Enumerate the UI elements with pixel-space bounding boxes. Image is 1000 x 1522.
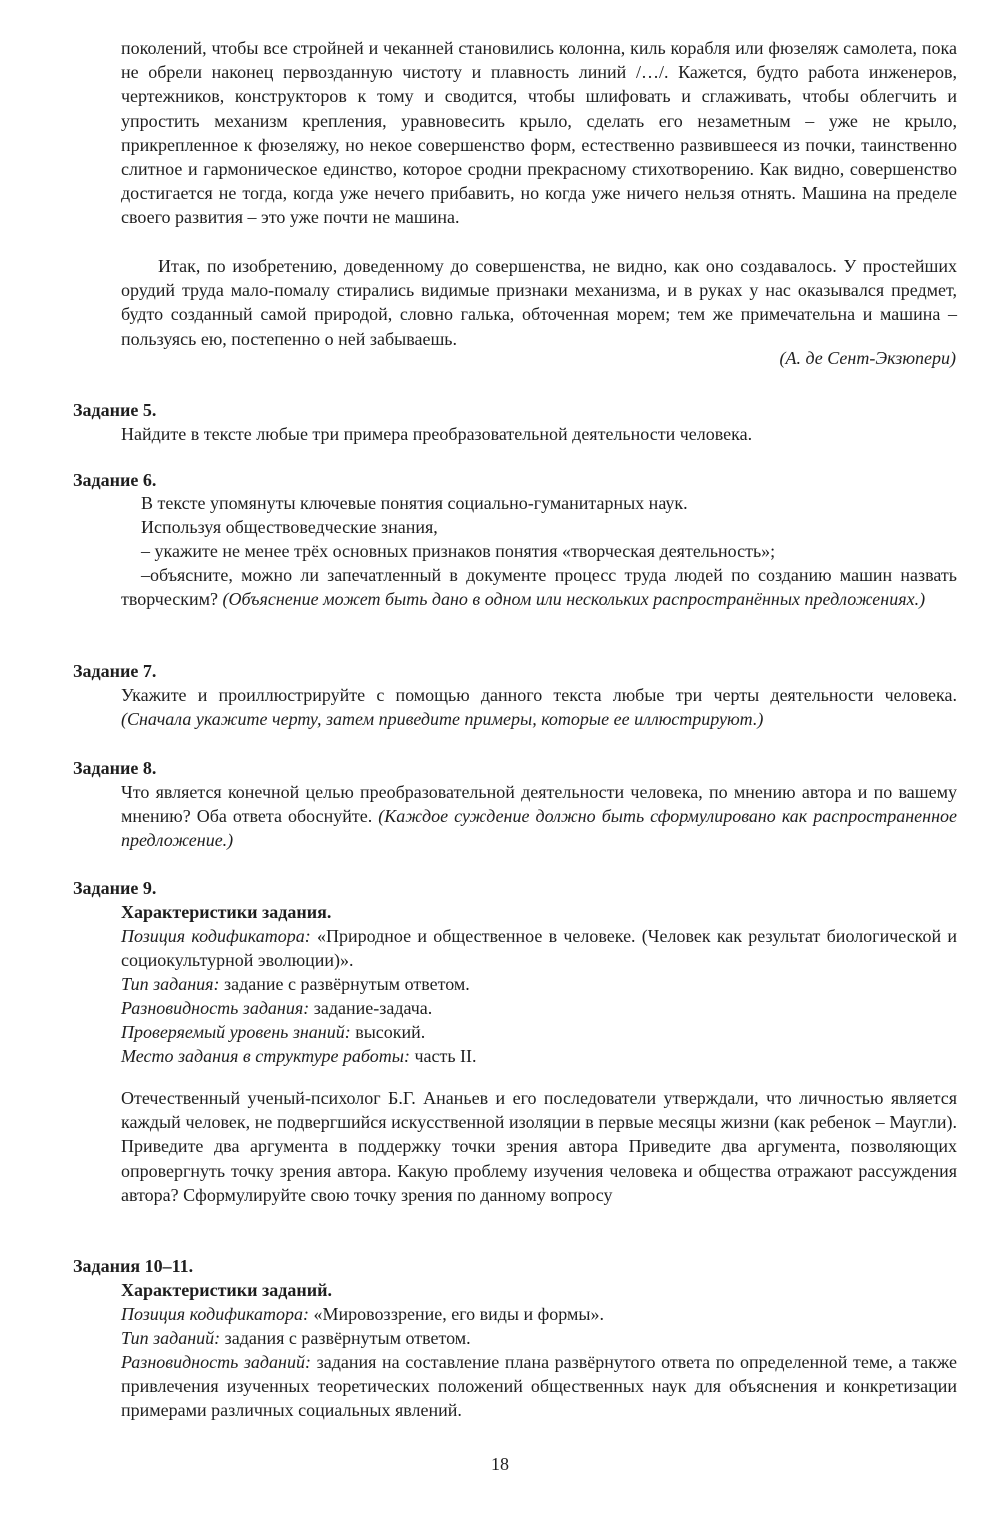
task-8-text: Что является конечной целью преобразовательной деятельности человека, по мнению автора и по вашему мнению? Оба ответа обоснуйте.	[121, 782, 957, 827]
task-9-heading: Задание 9.	[73, 878, 157, 898]
task-9-place-value: часть II.	[414, 1046, 477, 1066]
task-10-11-codifier-value: «Мировоззрение, его виды и формы».	[313, 1304, 605, 1324]
task-7-note: (Сначала укажите черту, затем приведите примеры, которые ее иллюстрируют.)	[121, 709, 764, 730]
task-6-line-4-note: (Объяснение может быть дано в одном или нескольких распространённых предложениях.)	[222, 589, 926, 610]
task-10-11-type-value: задания с развёрнутым ответом.	[224, 1328, 471, 1348]
task-9-type-label: Тип задания:	[121, 974, 220, 994]
task-10-11-codifier-label: Позиция кодификатора:	[121, 1304, 309, 1324]
task-7-body	[121, 683, 957, 731]
task-9-kind-value: задание-задача.	[313, 998, 433, 1018]
task-9-codifier-value: «Природное и общественное в человеке. (Человек как результат биологической и социокультурной эволюции)».	[121, 926, 958, 971]
task-10-11-type-label: Тип заданий:	[121, 1328, 221, 1348]
task-10-11-heading: Задания 10–11.	[73, 1256, 194, 1276]
passage-attribution: (А. де Сент-Экзюпери)	[779, 348, 956, 368]
passage-paragraph-1: поколений, чтобы все стройней и чеканней становились колонна, киль корабля или фюзеляж самолета, пока не обрели наконец первозданную чистоту и плавность линий /…/. Кажется, будто работа инженеров, чертежников, конструкторов к тому и сводится, чтобы шлифовать и сглаживать, чтобы облегчить и упростить механизм крепления, уравновесить крыло, сделать его незаметным – уже не крыло, прикрепленное к фюзеляжу, но некое совершенство форм, естественно развившееся из почки, таинственно слитное и гармоническое единство, которое сродни прекрасному стихотворению. Как видно, совершенство достигается не тогда, когда уже нечего прибавить, но когда уже ничего нельзя отнять. Машина на пределе своего развития – это уже почти не машина.	[121, 38, 957, 228]
task-6-line-1: В тексте упомянуты ключевые понятия социально-гуманитарных наук.	[141, 493, 688, 513]
task-6-line-4	[121, 563, 957, 611]
task-6-line-3: – укажите не менее трёх основных признаков понятия «творческая деятельность»;	[141, 541, 776, 561]
task-10-11-type	[121, 1326, 957, 1350]
task-9-place	[121, 1044, 957, 1068]
task-10-11-characteristics-title: Характеристики заданий.	[121, 1280, 332, 1300]
task-9-place-label: Место задания в структуре работы:	[121, 1046, 410, 1066]
task-7-heading: Задание 7.	[73, 661, 157, 681]
task-10-11-kind-label: Разновидность заданий:	[121, 1352, 311, 1372]
task-5-heading: Задание 5.	[73, 400, 157, 420]
task-9-characteristics-title: Характеристики задания.	[121, 902, 332, 922]
task-8-heading: Задание 8.	[73, 758, 157, 778]
task-6-line-4-text: –объясните, можно ли запечатленный в документе процесс труда людей по созданию машин назвать творческим?	[121, 565, 957, 610]
task-10-11-kind-value: задания на составление плана развёрнутого ответа по определенной теме, а также привлечения изученных теоретических положений общественных наук для объяснения и конкретизации примерами различных социальных явлений.	[121, 1352, 958, 1421]
task-9-type-value: задание с развёрнутым ответом.	[224, 974, 470, 994]
task-9-codifier-label: Позиция кодификатора:	[121, 926, 311, 946]
task-10-11-kind	[121, 1350, 957, 1423]
page-number: 18	[491, 1454, 509, 1474]
passage-paragraph-2: Итак, по изобретению, доведенному до совершенства, не видно, как оно создавалось. У простейших орудий труда мало-помалу стирались видимые признаки механизма, и в руках у нас оказывался предмет, будто созданный самой природой, словно галька, обточенная морем; тем же примечательна и машина – пользуясь ею, постепенно о ней забываешь.	[121, 256, 957, 349]
task-6-line-2: Используя обществоведческие знания,	[141, 517, 438, 537]
task-9-body: Отечественный ученый-психолог Б.Г. Ананьев и его последователи утверждали, что личностью является каждый человек, не подвергшийся искусственной изоляции в первые месяцы жизни (как ребенок – Маугли). Приведите два аргумента в поддержку точки зрения автора Приведите два аргумента, позволяющих опровергнуть точку зрения автора. Какую проблему изучения человека и общества отражают рассуждения автора? Сформулируйте свою точку зрения по данному вопросу	[121, 1088, 957, 1205]
task-9-level	[121, 1020, 957, 1044]
task-9-type	[121, 972, 957, 996]
task-8-note: (Каждое суждение должно быть сформулировано как распространенное предложение.)	[121, 806, 957, 851]
task-10-11-codifier	[121, 1302, 957, 1326]
task-6-heading: Задание 6.	[73, 470, 157, 490]
task-7-text: Укажите и проиллюстрируйте с помощью данного текста любые три черты деятельности человека.	[121, 685, 957, 705]
task-9-level-value: высокий.	[355, 1022, 426, 1042]
task-9-codifier	[121, 924, 957, 972]
task-9-level-label: Проверяемый уровень знаний:	[121, 1022, 351, 1042]
task-9-kind-label: Разновидность задания:	[121, 998, 310, 1018]
task-8-body	[121, 780, 957, 853]
task-9-kind	[121, 996, 957, 1020]
task-5-text: Найдите в тексте любые три примера преобразовательной деятельности человека.	[121, 424, 753, 444]
